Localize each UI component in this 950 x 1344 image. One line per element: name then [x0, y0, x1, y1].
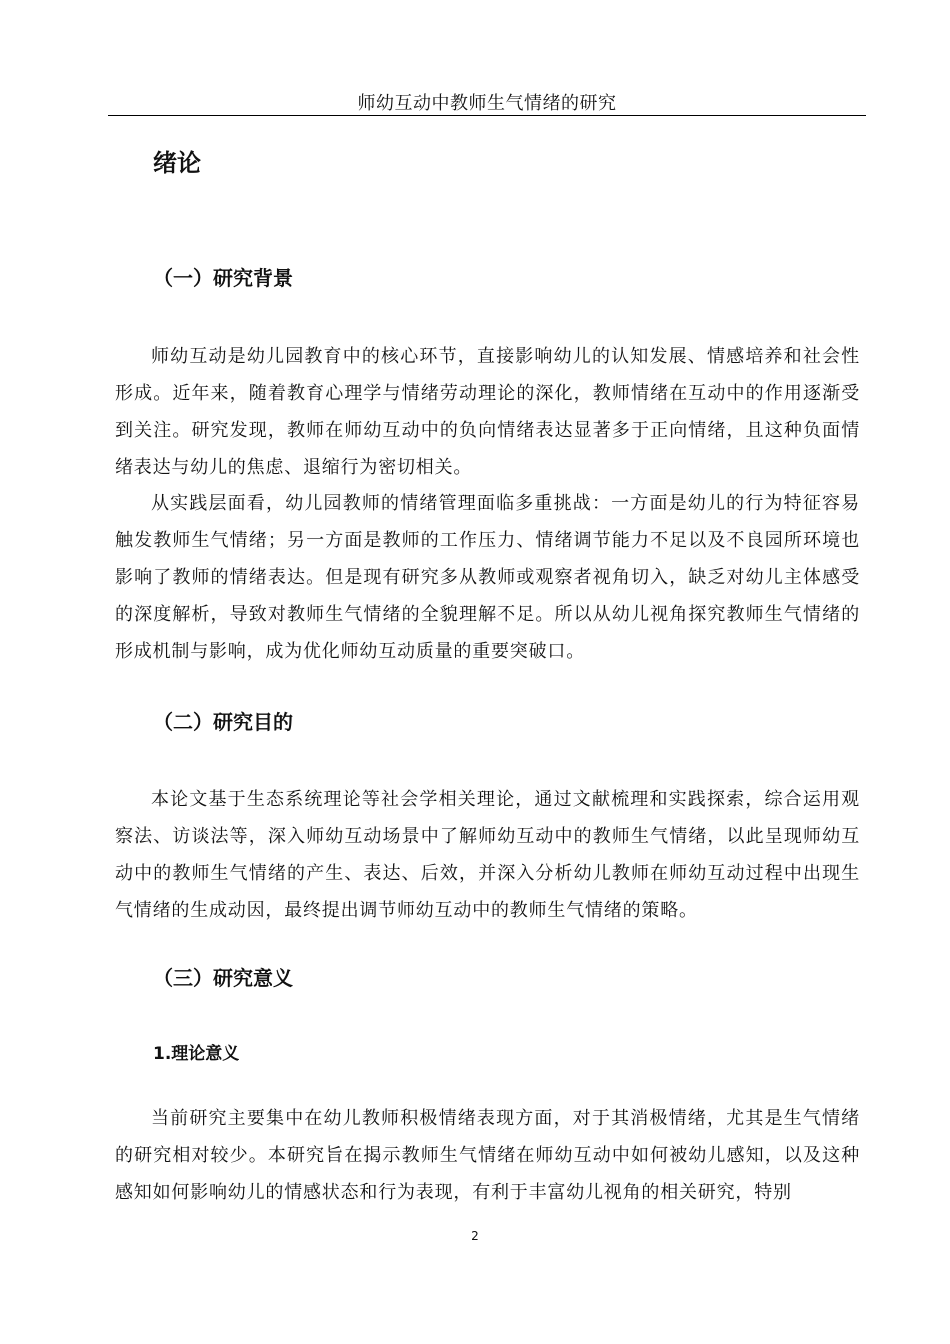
header-divider: [108, 115, 866, 116]
paragraph-background-2: 从实践层面看，幼儿园教师的情绪管理面临多重挑战：一方面是幼儿的行为特征容易触发教师生气情绪；另一方面是教师的工作压力、情绪调节能力不足以及不良园所环境也影响了教师的情绪表达。但是现有研究多从教师或观察者视角切入，缺乏对幼儿主体感受的深度解析，导致对教师生气情绪的全貌理解不足。所以从幼儿视角探究教师生气情绪的形成机制与影响，成为优化师幼互动质量的重要突破口。: [115, 493, 860, 662]
paragraph-background-1: 师幼互动是幼儿园教育中的核心环节，直接影响幼儿的认知发展、情感培养和社会性形成。近年来，随着教育心理学与情绪劳动理论的深化，教师情绪在互动中的作用逐渐受到关注。研究发现，教师在师幼互动中的负向情绪表达显著多于正向情绪，且这种负面情绪表达与幼儿的焦虑、退缩行为密切相关。: [115, 346, 860, 478]
page-number: 2: [471, 1229, 479, 1243]
section-heading-significance: （三）研究意义: [153, 966, 293, 990]
paragraph-purpose: 本论文基于生态系统理论等社会学相关理论，通过文献梳理和实践探索，综合运用观察法、访谈法等，深入师幼互动场景中了解师幼互动中的教师生气情绪，以此呈现师幼互动中的教师生气情绪的产生、表达、后效，并深入分析幼儿教师在师幼互动过程中出现生气情绪的生成动因，最终提出调节师幼互动中的教师生气情绪的策略。: [115, 789, 860, 921]
paragraph-theoretical: 当前研究主要集中在幼儿教师积极情绪表现方面，对于其消极情绪，尤其是生气情绪的研究相对较少。本研究旨在揭示教师生气情绪在师幼互动中如何被幼儿感知，以及这种感知如何影响幼儿的情感状态和行为表现，有利于丰富幼儿视角的相关研究，特别: [115, 1108, 860, 1203]
section-heading-purpose: （二）研究目的: [153, 710, 293, 734]
subsection-heading-theoretical: 1.理论意义: [153, 1044, 240, 1064]
running-header-title: 师幼互动中教师生气情绪的研究: [357, 93, 617, 114]
chapter-title: 绪论: [153, 149, 201, 177]
section-heading-background: （一）研究背景: [153, 266, 293, 290]
